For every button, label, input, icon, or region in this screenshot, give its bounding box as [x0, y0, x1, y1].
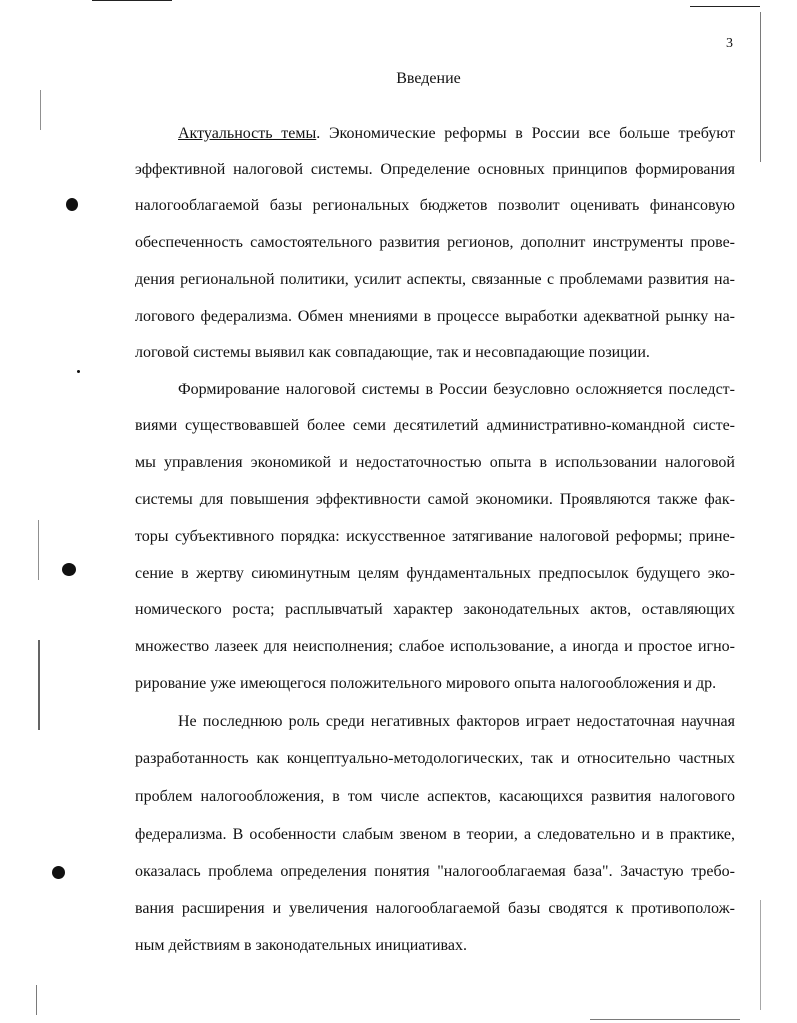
- text-line: налогооблагаемой базы региональных бюджетов позволит оценивать финансовую: [135, 197, 735, 214]
- scan-edge-left-1: [40, 90, 41, 130]
- text-line: ным действиям в законодательных инициативах.: [135, 937, 467, 954]
- scan-speck: [77, 370, 80, 373]
- text-line: оказалась проблема определения понятия "налогооблагаемая база". Зачастую требо-: [135, 863, 735, 880]
- punch-hole-1: [66, 198, 78, 211]
- text-line: логовой системы выявил как совпадающие, так и несовпадающие позиции.: [135, 344, 650, 361]
- text-line: федерализма. В особенности слабым звеном в теории, а следовательно и в практике,: [135, 826, 735, 843]
- text-line: Формирование налоговой системы в России безусловно осложняется последст-: [178, 381, 735, 398]
- text-line: разработанность как концептуально-методологических, так и относительно частных: [135, 750, 735, 767]
- text-line: множество лазеек для неисполнения; слабое использование, а иногда и простое игно-: [135, 638, 735, 655]
- text-line: рирование уже имеющегося положительного мирового опыта налогообложения и др.: [135, 675, 717, 692]
- text-line: виями существовавшей более семи десятилетий административно-командной систе-: [135, 417, 735, 434]
- text-line: сение в жертву сиюминутным целям фундаментальных предпосылок будущего эко-: [135, 565, 735, 582]
- scan-edge-left-4: [36, 985, 37, 1015]
- scan-edge-right-bottom: [760, 900, 761, 1010]
- text-line: Не последнюю роль среди негативных факторов играет недостаточная научная: [178, 713, 735, 730]
- section-lead: Актуальность темы: [178, 125, 317, 142]
- text-line: обеспеченность самостоятельного развития регионов, дополнит инструменты прове-: [135, 234, 735, 251]
- page-number: 3: [726, 36, 733, 51]
- scan-edge-left-2: [38, 520, 39, 580]
- text-line: номического роста; расплывчатый характер законодательных актов, оставляющих: [135, 601, 735, 618]
- punch-hole-2: [62, 563, 76, 576]
- scan-edge-top: [92, 0, 172, 1]
- scan-edge-left-3: [38, 640, 40, 730]
- text-line: торы субъективного порядка: искусственное затягивание налоговой реформы; прине-: [135, 528, 735, 545]
- text-line: логового федерализма. Обмен мнениями в процессе выработки адекватной рынку на-: [135, 308, 735, 325]
- text-line: Актуальность темы. Экономические реформы в России все больше требуют: [178, 125, 736, 142]
- text-line: проблем налогообложения, в том числе аспектов, касающихся развития налогового: [135, 788, 735, 805]
- page-title: Введение: [396, 70, 461, 87]
- text-line: мы управления экономикой и недостаточностью опыта в использовании налоговой: [135, 454, 735, 471]
- text-line: эффективной налоговой системы. Определение основных принципов формирования: [135, 161, 735, 178]
- text-line: системы для повышения эффективности самой экономики. Проявляются также фак-: [135, 491, 735, 508]
- scan-edge-bottom: [590, 1019, 740, 1020]
- scan-edge-top-right: [690, 6, 760, 7]
- text-line: вания расширения и увеличения налогооблагаемой базы сводятся к противополож-: [135, 900, 735, 917]
- punch-hole-3: [52, 866, 65, 879]
- text-line: дения региональной политики, усилит аспекты, связанные с проблемами развития на-: [135, 271, 735, 288]
